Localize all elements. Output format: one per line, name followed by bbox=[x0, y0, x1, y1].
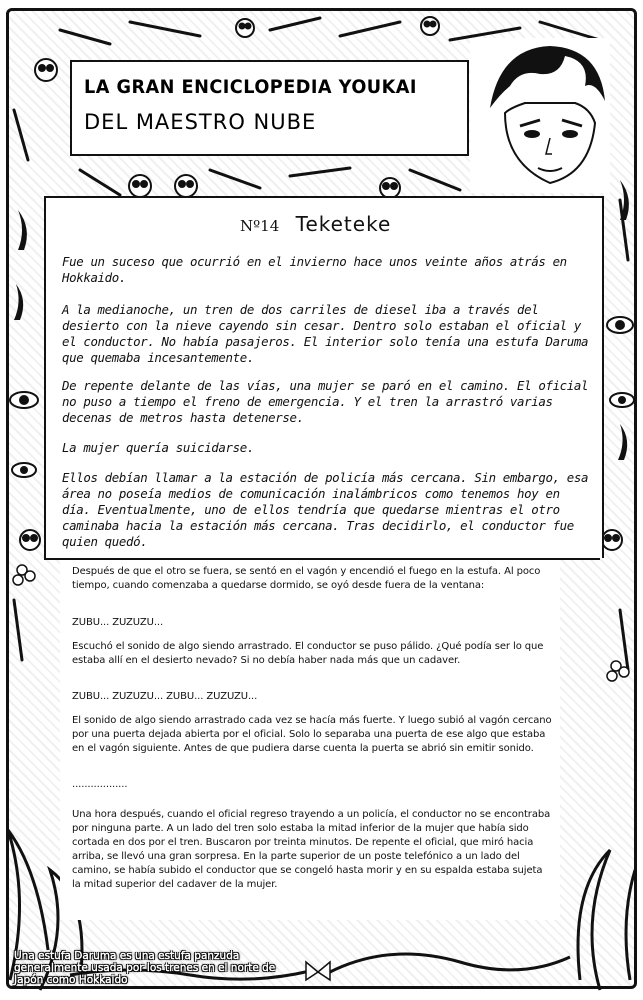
eye-icon bbox=[607, 317, 633, 333]
skull-icon bbox=[421, 17, 439, 35]
eye-icon bbox=[10, 392, 38, 408]
skull-icon bbox=[129, 175, 151, 197]
skull-icon bbox=[236, 19, 254, 37]
skull-icon bbox=[35, 59, 57, 81]
lower-paragraph: Después de que el otro se fuera, se sentó en el vagón y encendió el fuego en la estufa. Al poco tiempo, cuando comenzaba a quedarse dormido, se oyó desde fuera de la ventana: bbox=[72, 566, 541, 591]
story-paragraph: A la medianoche, un tren de dos carriles de diesel iba a través del desierto con la nieve cayendo sin cesar. Dentro solo estaban el oficial y el conductor. No había pasajeros. El interior solo tenía una estufa Daruma que quemaba incesantemente. bbox=[62, 302, 589, 365]
page-subtitle: DEL MAESTRO NUBE bbox=[84, 110, 317, 134]
story-paragraph: De repente delante de las vías, una mujer se paró en el camino. El oficial no puso a tiempo el freno de emergencia. Y el tren la arrastró varias decenas de metros hasta detenerse. bbox=[62, 378, 589, 425]
story-number: Nº14 bbox=[240, 217, 280, 235]
lower-paragraph: El sonido de algo siendo arrastrado cada vez se hacía más fuerte. Y luego subió al vagón cercano por una puerta dejada abierta por el oficial. Solo lo separaba una puerta de ese algo que estaba en el vagón siguiente. Antes de que pudiera darse cuenta la puerta se abrió sin emitir sonido. bbox=[72, 715, 552, 754]
butterfly-icon bbox=[306, 962, 330, 980]
lower-paragraph: Una hora después, cuando el oficial regreso trayendo a un policía, el conductor no se encontraba por ninguna parte. A un lado del tren solo estaba la mitad inferior de la mujer que había sido cortada en dos por el tren. Buscaron por treinta minutos. De repente el oficial, que miró hacia arriba, se llevó una gran sorpresa. En la parte superior de un poste telefónico a un lado del camino, se había subido el conductor que se congeló hasta morir y en su espalda estaba sujeta la mitad superior del cadaver de la mujer. bbox=[72, 809, 551, 890]
lower-paragraph: ZUBU... ZUZUZU... bbox=[72, 617, 164, 628]
story-heading bbox=[240, 212, 391, 236]
eye-icon bbox=[610, 393, 634, 407]
story-paragraph: Ellos debían llamar a la estación de policía más cercana. Sin embargo, esa área no poseía medios de comunicación inalámbricos como tenemos hoy en día. Eventualmente, uno de ellos tendría que quedarse mientras el otro caminaba hacia la estación más cercana. Tras decidirlo, el conductor fue quien quedó. bbox=[62, 470, 589, 549]
lower-paragraph: .................. bbox=[72, 779, 128, 790]
header-box bbox=[70, 60, 469, 156]
skull-icon bbox=[20, 530, 40, 550]
skull-icon bbox=[175, 175, 197, 197]
page-title: LA GRAN ENCICLOPEDIA YOUKAI bbox=[84, 76, 417, 98]
eye-icon bbox=[12, 463, 36, 477]
footnote: Una estufa Daruma es una estufa panzuda generalmente usada por los trenes en el norte de Japón como Hokkaido bbox=[14, 950, 276, 986]
skull-icon bbox=[380, 178, 400, 198]
teacher-portrait bbox=[470, 38, 610, 193]
story-paragraph: La mujer quería suicidarse. bbox=[62, 440, 254, 455]
story-paragraph: Fue un suceso que ocurrió en el invierno hace unos veinte años atrás en Hokkaido. bbox=[62, 254, 567, 285]
lower-paragraph: ZUBU... ZUZUZU... ZUBU... ZUZUZU... bbox=[72, 691, 258, 702]
story-name: Teketeke bbox=[295, 212, 392, 236]
lower-paragraph: Escuchó el sonido de algo siendo arrastrado. El conductor se puso pálido. ¿Qué podía ser lo que estaba allí en el desierto nevado? Si no debía haber nada más que un cadaver. bbox=[72, 641, 544, 666]
skull-icon bbox=[602, 530, 622, 550]
